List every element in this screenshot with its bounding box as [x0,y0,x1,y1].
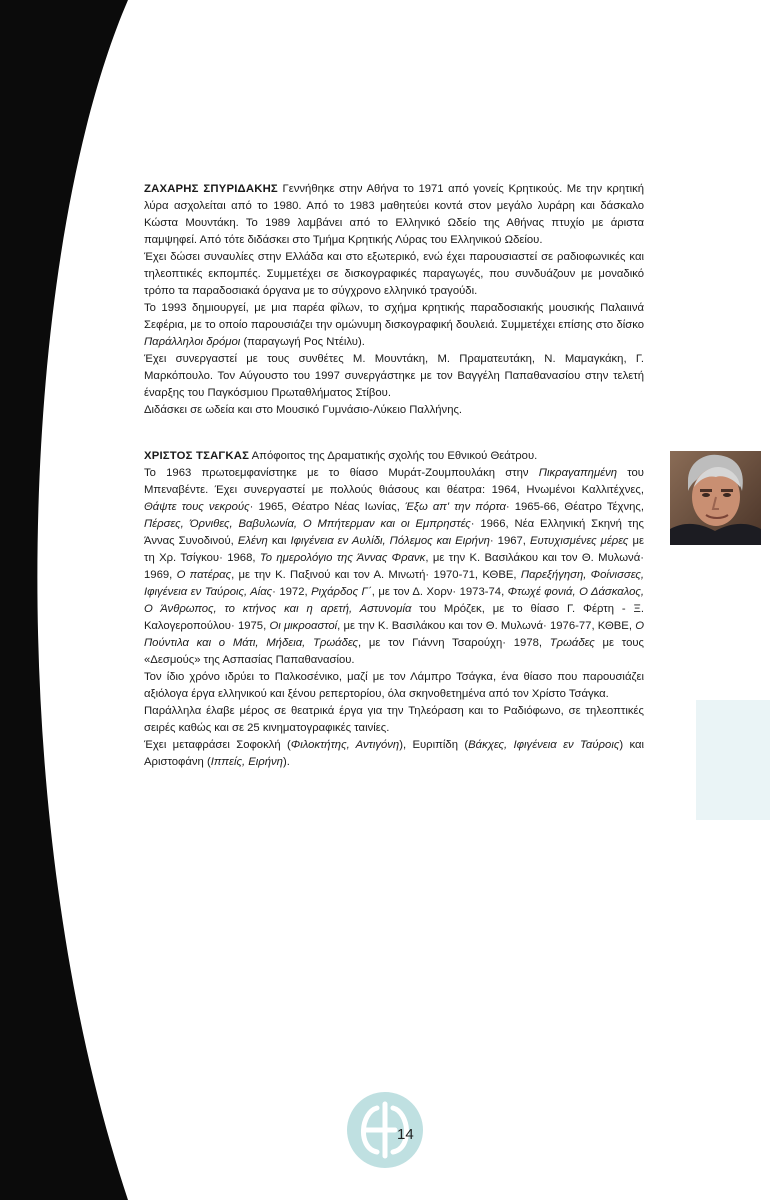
italic-title: Το ημερολόγιο της Άννας Φρανκ [259,552,426,564]
italic-title: Ο πατέρας [176,569,232,581]
bio1-paragraph-5: Διδάσκει σε ωδεία και στο Μουσικό Γυμνάσιο-Λύκειο Παλλήνης. [144,404,463,416]
text-run: και [267,535,291,547]
text-run: του Μπεναβέντε. Έχει συνεργαστεί με πολλούς θιάσους και θέατρα: 1964, Ηνωμένοι Καλλιτέχνες, [144,467,644,496]
bio1-paragraph-2: Έχει δώσει συναυλίες στην Ελλάδα και στο εξωτερικό, ενώ έχει παρουσιαστεί σε ραδιοφωνικές και τηλεοπτικές εκπομπές. Συμμετέχει σε δισκογραφικές παραγωγές, που συνδυάζουν με μοναδικό τρόπο τα παραδοσιακά όργανα με το σύγχρονο ελληνικό τραγούδι. [144,251,644,297]
text-run: , με την Κ. Βασιλάκου και τον Θ. Μυλωνά· 1976-77, ΚΘΒΕ, [337,620,636,632]
bio2-paragraph-4 [144,737,644,771]
text-run: ), Ευριπίδη ( [399,739,469,751]
italic-title: Πέρσες, Όρνιθες, Βαβυλωνία, Ο Μπήτερμαν και οι Εμπρηστές [144,518,471,530]
text-run: , με την Κ. Παξινού και τον Α. Μινωτή· 1970-71, ΚΘΒΕ, [231,569,521,581]
cyan-right-strip [696,700,770,820]
bio2-paragraph-2: Τον ίδιο χρόνο ιδρύει το Παλκοσένικο, μαζί με τον Λάμπρο Τσάγκα, ένα θίασο που παρουσιάζει αξιόλογα έργα ελληνικού και ξένου ρεπερτορίου, όλα σκηνοθετημένα από τον Χρίστο Τσάγκα. [144,671,644,700]
bio1-paragraph-1 [144,181,644,249]
italic-title: Ιφιγένεια εν Αυλίδι, Πόλεμος και Ειρήνη [290,535,490,547]
text-run: · 1966, Νέα Ελληνική Σκηνή της Άννας Συνοδινού, [144,518,644,547]
portrait-photo [670,451,761,545]
bio2-intro [144,448,644,465]
bio1-text-3c: (παραγωγή Ρος Ντέιλυ). [240,336,365,348]
italic-title: Πικραγαπημένη [538,467,618,479]
portrait-illustration [670,451,761,545]
text-run: · 1965-66, Θέατρο Τέχνης, [505,501,644,513]
bio1-text-3a: Το 1993 δημιουργεί, με μια παρέα φίλων, το σχήμα κρητικής παραδοσιακής μουσικής Παλαιινά Σεφέρια, με το οποίο παρουσιάζει την ομώνυμη δισκογραφική δουλειά. Συμμετέχει επίσης στο δίσκο [144,302,644,331]
text-run: · 1967, [489,535,530,547]
bio1-album-title: Παράλληλοι δρόμοι [144,336,241,348]
italic-title: Ο Πούντιλα και ο Μάτι, Μήδεια, Τρωάδες [144,620,644,649]
italic-title: Παρεξήγηση, Φοίνισσες, Ιφιγένεια εν Ταύροις, Αίας [144,569,644,598]
italic-title: Φιλοκτήτης, Αντιγόνη [290,739,400,751]
bio-tsagkas [144,448,644,771]
text-run: · 1965, Θέατρο Νέας Ιωνίας, [249,501,405,513]
italic-title: Οι μικροαστοί [269,620,338,632]
bio1-name: ΖΑΧΑΡΗΣ ΣΠΥΡΙΔΑΚΗΣ [144,183,278,195]
bio2-intro-text: Απόφοιτος της Δραματικής σχολής του Εθνικού Θεάτρου. [249,450,538,462]
bio1-paragraph-4: Έχει συνεργαστεί με τους συνθέτες Μ. Μουντάκη, Μ. Πραματευτάκη, Ν. Μαμαγκάκη, Γ. Μαρκόπουλο. Τον Αύγουστο του 1997 συνεργάστηκε με τον Βαγγέλη Παπαθανασίου στην τελετή έναρξης του Παγκόσμιου Πρωταθλήματος Στίβου. [144,353,644,399]
text-run: με τη Χρ. Τσίγκου· 1968, [144,535,645,564]
italic-title: Έξω απ' την πόρτα [404,501,506,513]
text-run: ) και Αριστοφάνη ( [144,739,644,768]
text-run: ). [282,756,290,768]
italic-title: Ριχάρδος Γ΄ [311,586,372,598]
bio1-paragraph-3 [144,300,644,351]
italic-title: Θάψτε τους νεκρούς [144,501,250,513]
bio-spyridakis [144,181,644,419]
page-number: 14 [397,1126,414,1143]
text-run: , με τον Γιάννη Τσαρούχη· 1978, [358,637,550,649]
italic-title: Ελένη [237,535,268,547]
bio2-paragraph-1 [144,465,644,669]
text-run: με τους «Δεσμούς» της Ασπασίας Παπαθανασίου. [144,637,644,666]
text-run: του Μρόζεκ, με το θίασο Γ. Φέρτη - Ξ. Καλογεροπούλου· 1975, [144,603,644,632]
italic-title: Ιππείς, Ειρήνη [210,756,283,768]
bio1-text-1: Γεννήθηκε στην Αθήνα το 1971 από γονείς Κρητικούς. Με την κρητική λύρα ασχολείται από το 1980. Από το 1983 μαθητεύει κοντά στον μεγάλο λυράρη και δάσκαλο Κώστα Μουντάκη. Το 1989 λαμβάνει από το Ελληνικό Ωδείο της Αθήνας πτυχίο με άριστα παμψηφεί. Από τότε διδάσκει στο Τμήμα Κρητικής Λύρας του Ελληνικού Ωδείου. [144,183,645,246]
bio2-name: ΧΡΙΣΤΟΣ ΤΣΑΓΚΑΣ [144,450,250,462]
text-run: Έχει μεταφράσει Σοφοκλή ( [144,739,291,751]
bio2-paragraph-3: Παράλληλα έλαβε μέρος σε θεατρικά έργα για την Τηλεόραση και το Ραδιόφωνο, σε τηλεοπτικές σειρές καθώς και σε 25 κινηματογραφικές ταινίες. [144,705,644,734]
text-run: , με την Κ. Βασιλάκου και τον Θ. Μυλωνά· 1969, [144,552,644,581]
text-run: , με τον Δ. Χορν· 1973-74, [371,586,508,598]
italic-title: Ευτυχισμένες μέρες [529,535,629,547]
italic-title: Βάκχες, Ιφιγένεια εν Ταύροις [468,739,620,751]
text-run: · 1972, [272,586,312,598]
italic-title: Φτωχέ φονιά, Ο Δάσκαλος, Ο Άνθρωπος, το κτήνος και η αρετή, Αστυνομία [144,586,645,615]
italic-title: Τρωάδες [549,637,595,649]
text-run: Το 1963 πρωτοεμφανίστηκε με το θίασο Μυράτ-Ζουμπουλάκη στην [144,467,539,479]
black-curved-band [0,0,128,1200]
